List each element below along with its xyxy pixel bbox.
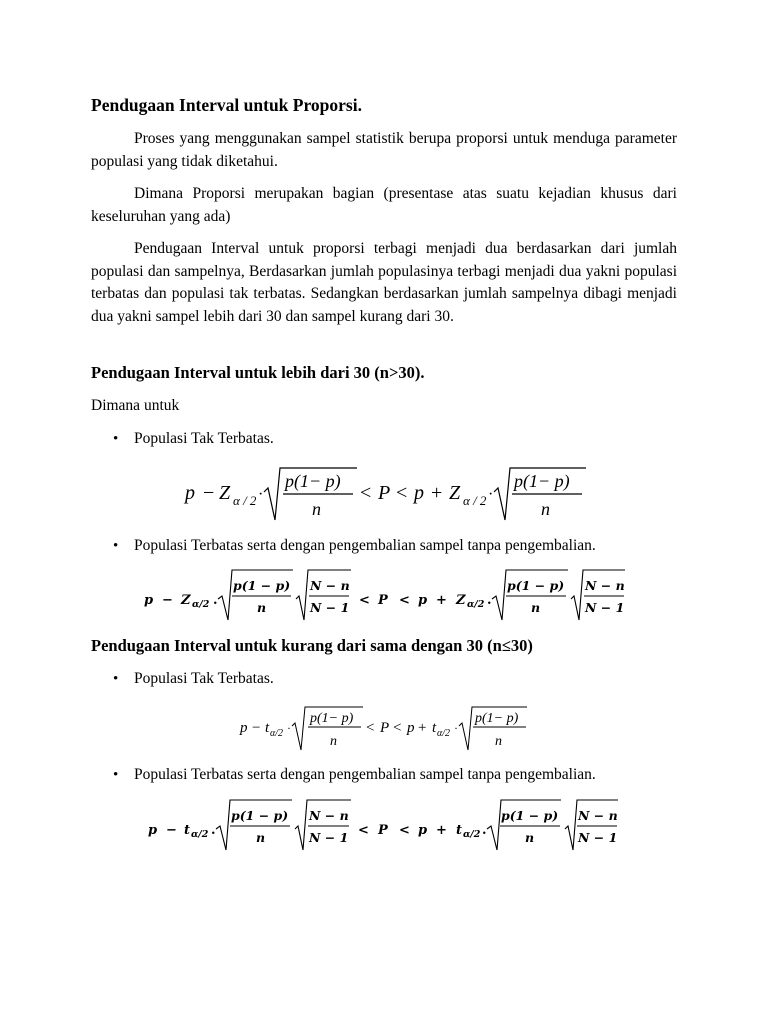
formula-numerator: N − n	[309, 808, 349, 823]
formula-minus: −	[252, 720, 261, 736]
formula-dot: ·	[454, 721, 458, 735]
formula-symbol-p: p	[144, 593, 154, 608]
bullet-infinite-population-2	[113, 668, 274, 690]
formula-less: <	[399, 823, 410, 838]
formula-dot: ·	[287, 721, 291, 735]
formula-denominator: N − 1	[578, 830, 618, 845]
formula-z-finite	[0, 563, 768, 623]
bullet-icon: •	[113, 431, 119, 447]
formula-less: <	[393, 720, 402, 736]
section-heading-large-sample: Pendugaan Interval untuk lebih dari 30 (n>30).	[91, 363, 425, 382]
formula-numerator: p(1− p)	[310, 711, 354, 726]
formula-dot: ·	[258, 486, 264, 503]
formula-alpha-half: α/2	[191, 829, 209, 840]
formula-numerator: p(1− p)	[514, 471, 570, 491]
formula-symbol-t: t	[432, 720, 437, 736]
bullet-label: Populasi Tak Terbatas.	[134, 430, 274, 447]
formula-t-finite	[0, 792, 768, 854]
bullet-icon: •	[113, 671, 119, 687]
formula-symbol-z: Z	[449, 482, 461, 504]
formula-symbol-P: P	[380, 720, 390, 736]
paragraph-division: Pendugaan Interval untuk proporsi terbagi menjadi dua berdasarkan dari jumlah populasi dan sampelnya, Berdasarkan jumlah populasinya terbagi menjadi dua yakni populasi terbatas dan populasi tak terbatas. Sedangkan berdasarkan jumlah sampelnya dibagi menjadi dua yakni sampel lebih dari 30 dan sampel kurang dari 30.	[91, 240, 677, 325]
section-intro: Dimana untuk	[91, 397, 180, 414]
formula-numerator: N − n	[310, 578, 350, 593]
formula-symbol-P: P	[378, 593, 388, 608]
formula-less: <	[396, 482, 408, 504]
formula-less: <	[366, 720, 375, 736]
formula-alpha-half: α / 2	[233, 493, 257, 508]
bullet-icon: •	[113, 538, 119, 554]
formula-z-infinite	[0, 458, 768, 526]
formula-plus: +	[431, 482, 443, 504]
formula-symbol-z: Z	[219, 482, 231, 504]
document-title: Pendugaan Interval untuk Proporsi.	[91, 95, 362, 115]
formula-minus: −	[203, 482, 215, 504]
formula-alpha-half: α/2	[270, 728, 284, 739]
bullet-infinite-population-1	[113, 428, 274, 450]
formula-symbol-t: t	[265, 720, 270, 736]
formula-less: <	[399, 593, 410, 608]
formula-less: <	[358, 823, 369, 838]
formula-dot: .	[213, 593, 218, 608]
formula-symbol-p: p	[418, 593, 428, 608]
formula-alpha-half: α/2	[467, 599, 485, 610]
formula-minus: −	[166, 823, 177, 838]
section-heading-small-sample: Pendugaan Interval untuk kurang dari sama dengan 30 (n≤30)	[91, 636, 533, 655]
formula-numerator: N − n	[585, 578, 625, 593]
formula-alpha-half: α / 2	[463, 493, 487, 508]
formula-symbol-t: t	[184, 823, 191, 838]
formula-denominator: N − 1	[309, 830, 349, 845]
formula-less: <	[359, 593, 370, 608]
formula-symbol-t: t	[456, 823, 463, 838]
formula-numerator: p(1 − p)	[231, 808, 289, 823]
formula-symbol-z: Z	[181, 593, 191, 608]
formula-symbol-p: p	[185, 482, 195, 504]
formula-minus: −	[162, 593, 173, 608]
formula-denominator: n	[330, 734, 337, 749]
formula-symbol-p: p	[407, 720, 415, 736]
formula-dot: ·	[488, 486, 494, 503]
formula-numerator: p(1 − p)	[507, 578, 565, 593]
formula-symbol-P: P	[378, 482, 391, 504]
formula-denominator: n	[257, 600, 267, 615]
formula-numerator: p(1− p)	[475, 711, 519, 726]
formula-symbol-p: p	[148, 823, 158, 838]
formula-symbol-p: p	[240, 720, 248, 736]
formula-plus: +	[436, 593, 447, 608]
formula-less: <	[360, 482, 372, 504]
formula-plus: +	[436, 823, 447, 838]
formula-alpha-half: α/2	[463, 829, 481, 840]
formula-numerator: p(1 − p)	[233, 578, 291, 593]
formula-dot: .	[487, 593, 492, 608]
formula-symbol-p: p	[414, 482, 424, 504]
formula-denominator: n	[531, 600, 541, 615]
formula-denominator: n	[541, 499, 550, 519]
formula-denominator: n	[312, 499, 321, 519]
formula-symbol-z: Z	[456, 593, 466, 608]
bullet-label: Populasi Terbatas serta dengan pengembalian sampel tanpa pengembalian.	[134, 537, 596, 554]
paragraph-proportion: Dimana Proporsi merupakan bagian (presentase atas suatu kejadian khusus dari keseluruhan yang ada)	[91, 185, 677, 225]
formula-numerator: p(1− p)	[285, 471, 341, 491]
formula-denominator: n	[256, 830, 266, 845]
formula-denominator: N − 1	[310, 600, 350, 615]
formula-plus: +	[418, 720, 427, 736]
bullet-icon: •	[113, 767, 119, 783]
formula-symbol-P: P	[378, 823, 388, 838]
formula-denominator: n	[495, 734, 502, 749]
bullet-label: Populasi Terbatas serta dengan pengembalian sampel tanpa pengembalian.	[134, 766, 596, 783]
formula-dot: .	[482, 823, 487, 838]
bullet-finite-population-2	[113, 764, 596, 786]
formula-symbol-p: p	[418, 823, 428, 838]
formula-dot: .	[211, 823, 216, 838]
formula-t-infinite	[0, 700, 768, 754]
bullet-finite-population-1	[113, 535, 596, 557]
formula-numerator: N − n	[578, 808, 618, 823]
formula-alpha-half: α/2	[437, 728, 451, 739]
formula-numerator: p(1 − p)	[501, 808, 559, 823]
paragraph-definition: Proses yang menggunakan sampel statistik berupa proporsi untuk menduga parameter populasi yang tidak diketahui.	[91, 130, 677, 170]
formula-denominator: n	[525, 830, 535, 845]
formula-alpha-half: α/2	[192, 599, 210, 610]
bullet-label: Populasi Tak Terbatas.	[134, 670, 274, 687]
formula-denominator: N − 1	[585, 600, 625, 615]
